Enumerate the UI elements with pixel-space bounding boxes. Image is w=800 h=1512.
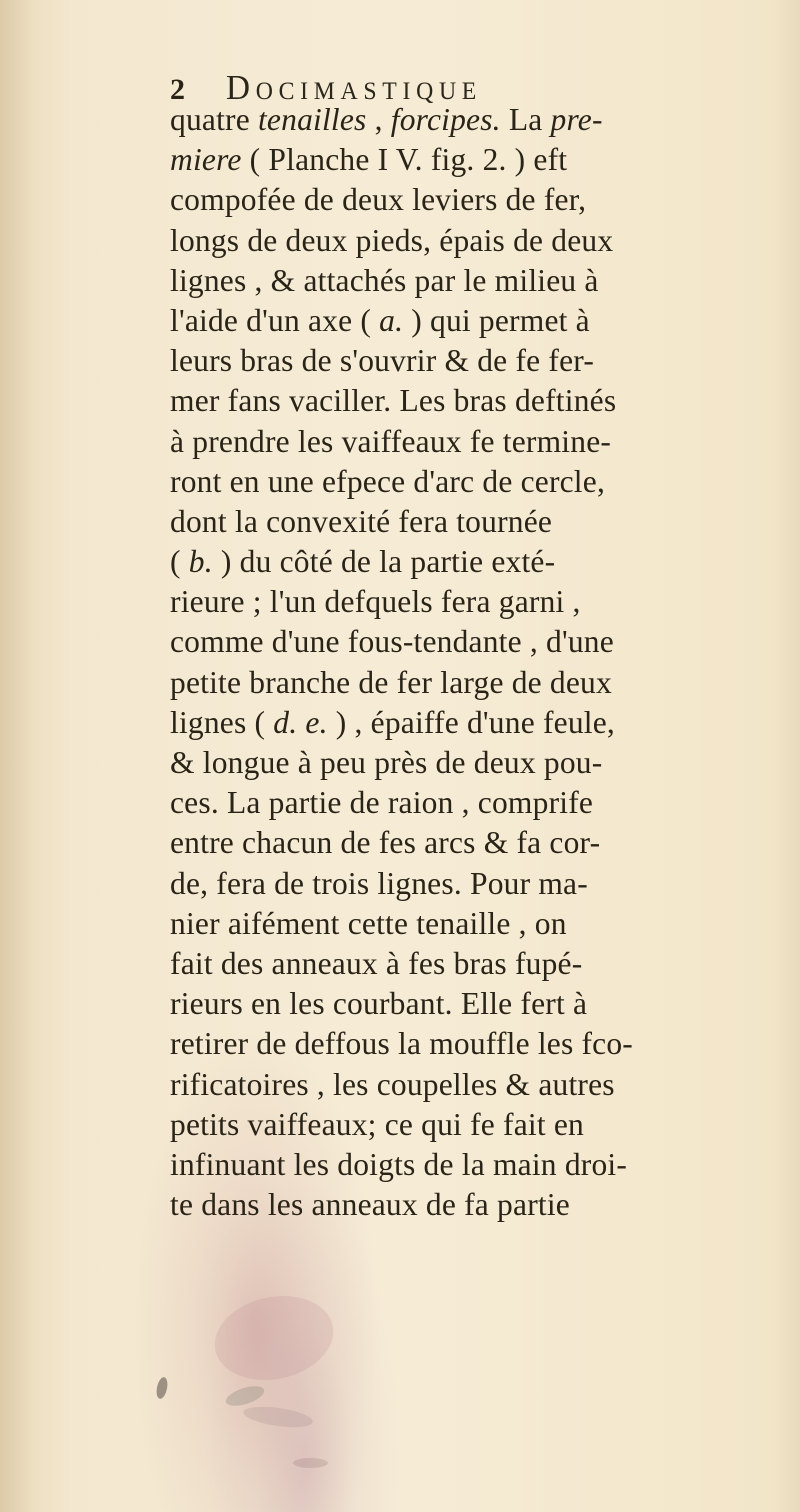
text-line xyxy=(170,1145,770,1185)
text-segment: te dans les anneaux de fa partie xyxy=(170,1187,570,1223)
text-line xyxy=(170,582,770,622)
text-line xyxy=(170,180,770,220)
text-segment: lignes , & attachés par le milieu à xyxy=(170,262,599,298)
text-line xyxy=(170,703,770,743)
text-line xyxy=(170,341,770,381)
text-line xyxy=(170,502,770,542)
stain-mark xyxy=(207,1285,341,1390)
text-segment: compofée de deux leviers de fer, xyxy=(170,182,587,218)
running-header xyxy=(170,63,730,105)
text-segment: La xyxy=(500,102,551,137)
stain-mark xyxy=(242,1403,314,1431)
text-segment: entre chacun de fes arcs & fa cor- xyxy=(170,825,601,861)
italic-text-segment: d. e. xyxy=(273,704,328,740)
text-segment: petite branche de fer large de deux xyxy=(170,664,612,700)
text-line xyxy=(170,221,770,261)
italic-text-segment: a. xyxy=(379,302,404,338)
text-line xyxy=(170,1105,770,1145)
page-gutter-shadow xyxy=(0,0,34,1512)
text-segment: ) , épaiffe d'une feule, xyxy=(327,704,615,740)
text-segment: quatre xyxy=(170,102,258,137)
text-line xyxy=(170,462,770,502)
text-line xyxy=(170,140,770,180)
text-segment: de, fera de trois lignes. Pour ma- xyxy=(170,865,588,901)
text-line xyxy=(170,1185,770,1225)
text-segment: l'aide d'un axe ( xyxy=(170,302,380,338)
running-title: Docimastique xyxy=(226,68,483,107)
stain-mark xyxy=(155,1376,169,1400)
text-line xyxy=(170,1024,770,1064)
stain-mark xyxy=(293,1458,328,1468)
text-line xyxy=(170,864,770,904)
text-segment: & longue à peu près de deux pou- xyxy=(170,745,603,780)
italic-text-segment: b. xyxy=(188,544,213,580)
text-line xyxy=(170,984,770,1024)
text-segment: retirer de deffous la mouffle les fco- xyxy=(170,1026,633,1062)
text-line xyxy=(170,904,770,944)
text-line xyxy=(170,663,770,703)
text-segment: ront en une efpece d'arc de cercle, xyxy=(170,463,606,499)
text-segment: rieurs en les courbant. Elle fert à xyxy=(170,986,588,1022)
text-segment: , xyxy=(366,102,391,137)
text-segment: comme d'une fous-tendante , d'une xyxy=(170,624,614,660)
text-line xyxy=(170,1065,770,1105)
page-number: 2 xyxy=(170,73,185,106)
text-line xyxy=(170,944,770,984)
text-line xyxy=(170,381,770,421)
text-segment: mer fans vaciller. Les bras deftinés xyxy=(170,383,617,419)
text-segment: nier aifément cette tenaille , on xyxy=(170,905,567,941)
text-segment: longs de deux pieds, épais de deux xyxy=(170,222,614,258)
text-segment: rieure ; l'un defquels fera garni , xyxy=(170,584,581,620)
italic-text-segment: pre- xyxy=(550,102,603,137)
text-segment: à prendre les vaiffeaux fe termine- xyxy=(170,423,612,459)
text-line xyxy=(170,823,770,863)
text-line xyxy=(170,743,770,783)
text-segment: infinuant les doigts de la main droi- xyxy=(170,1146,628,1182)
text-segment: ces. La partie de raion , comprife xyxy=(170,785,594,821)
italic-text-segment: miere xyxy=(170,142,242,178)
text-segment: dont la convexité fera tournée xyxy=(170,503,553,539)
text-line xyxy=(170,261,770,301)
text-segment: ) du côté de la partie exté- xyxy=(212,544,556,580)
text-segment: lignes ( xyxy=(170,704,274,740)
text-line xyxy=(170,622,770,662)
text-line xyxy=(170,301,770,341)
italic-text-segment: forcipes. xyxy=(390,102,501,137)
text-segment: rificatoires , les coupelles & autres xyxy=(170,1066,615,1102)
text-segment: ) qui permet à xyxy=(403,302,590,338)
body-text xyxy=(170,100,770,1225)
text-line xyxy=(170,783,770,823)
text-line xyxy=(170,542,770,582)
text-line xyxy=(170,422,770,462)
text-segment: fait des anneaux à fes bras fupé- xyxy=(170,945,583,981)
text-segment: petits vaiffeaux; ce qui fe fait en xyxy=(170,1106,584,1142)
text-segment: leurs bras de s'ouvrir & de fe fer- xyxy=(170,343,595,379)
text-segment: ( Planche I V. fig. 2. ) eft xyxy=(241,142,568,178)
page-edge-shading xyxy=(770,0,800,1512)
stain-mark xyxy=(224,1382,267,1410)
text-segment: ( xyxy=(170,544,189,580)
text-line xyxy=(170,100,770,140)
italic-text-segment: tenailles xyxy=(257,102,367,137)
